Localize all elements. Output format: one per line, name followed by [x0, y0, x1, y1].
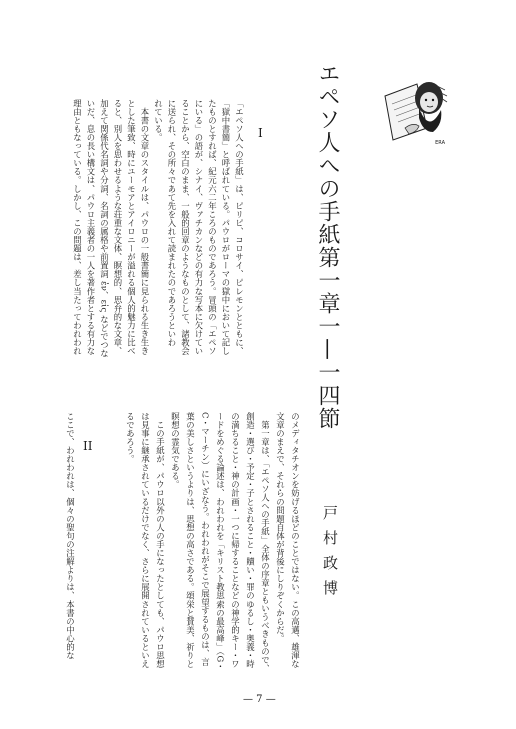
text-column: 文章のまえで、それらの問題自体が背後にしりぞくからだ。 [275, 412, 286, 643]
text-column: 「エペソ人への手紙」は、ピリピ、コロサイ、ピレモンとともに、 [234, 99, 245, 356]
section-marker-1: I [258, 126, 263, 140]
text-column: 葉の美しさというよりは、思想の高さである。頌栄と賛美、祈りと [185, 412, 196, 669]
text-column: 加えて関係代名詞や分詞、名詞の属格や前置詞 ἐν、εἰς などでつな [99, 99, 110, 358]
text-column: たものとすれば、紀元六二年ころのものであろう。冒頭の「エペソ [207, 99, 218, 356]
text-column: に送られ、その所々であて先を入れて読まれたのであろうといわ [166, 99, 177, 347]
portrait-caption: ERA [435, 140, 445, 146]
text-column: 創造・選び・予定・子とされること・贖い・罪のゆるし・奥義・時 [245, 412, 256, 669]
text-column: 理由ともなっている。しかし、この問題は、差し当たってわれわれ [72, 99, 83, 356]
text-column: ると、別人を思わせるような荘重な文体、瞑想的、思弁的な文章、 [112, 99, 123, 356]
text-column: ここで、われわれは、個々の聖句の注解よりは、本書の中心的な [65, 412, 76, 660]
text-column: ることから、空白のまま、一般的回章のようなものとして、諸教会 [180, 99, 191, 356]
text-column: は見事に継承されているだけでなく、さらに展開されているといえ [140, 412, 151, 669]
text-column: とした筆致、時にユーモアとアイロニーが溢れる個人的魅力に比べ [126, 99, 137, 356]
text-column: の満ちること・神の計画・一つに帰することなどの神学的キー・ワ [230, 412, 241, 669]
text-column: るであろう。 [125, 412, 136, 464]
text-column: 「獄中書簡」と呼ばれている。パウロがローマの獄中において記し [220, 99, 231, 356]
section-marker-2: II [83, 439, 93, 453]
text-column: にいる」の語が、シナイ、ヴァチカンなどの有力な写本に欠けてい [193, 99, 204, 356]
article-title: エペソ人への手紙第一章一—一四節 [315, 62, 340, 430]
text-column: 瞑想の霊気である。 [170, 412, 181, 489]
portrait-illustration [383, 76, 451, 146]
author-name: 戸村政博 [321, 505, 339, 605]
text-column: 本書の文章のスタイルは、パウロの一般書簡に見られる生き生き [139, 99, 150, 356]
page-number: — 7 — [243, 694, 276, 705]
text-column: この手紙が、パウロ以外の人の手になったとしても、パウロ思想 [155, 412, 166, 669]
text-column: のメディタチオンを妨げるほどのことではない。この高邁、雄渾な [290, 412, 301, 669]
text-column: れている。 [153, 99, 164, 142]
text-column: ードをめぐる論述は、われわれを「キリスト教思索の最高峰」（G・ [215, 412, 226, 671]
text-column: いだ、息の長い構文は、パウロ主義者の一人を著作者とする有力な [85, 99, 96, 356]
text-column: 第一章は、「エペソ人への手紙」全体の序章ともいうべきもので、 [260, 412, 271, 673]
text-column: C・マーチン）にいざなう。われわれがそこで展望するものは、言 [200, 412, 211, 667]
